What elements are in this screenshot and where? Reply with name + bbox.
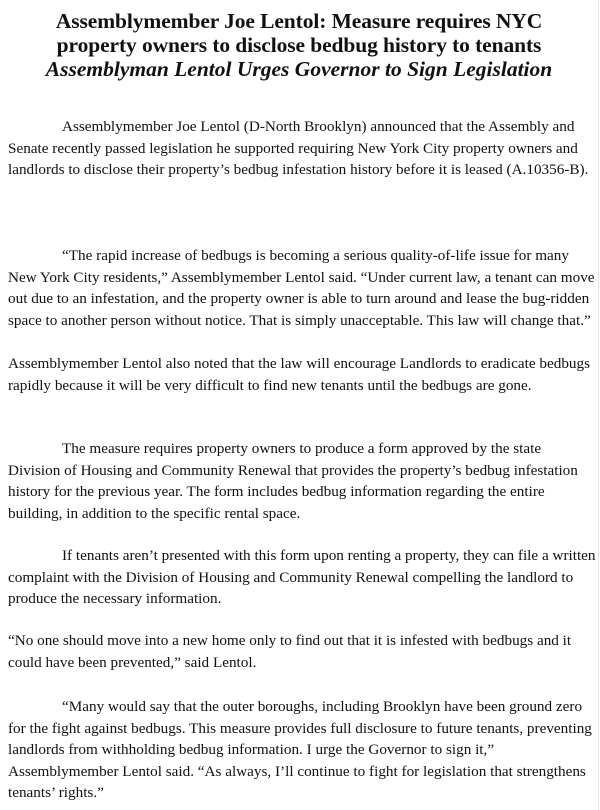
subheadline: Assemblyman Lentol Urges Governor to Sign Legislation xyxy=(45,57,553,81)
paragraph-complaint: If tenants aren’t presented with this form upon renting a property, they can file a written complaint with the Division of Housing and Community Renewal compelling the landlord to produce the necessary information. xyxy=(8,547,596,608)
paragraph-encourage-landlords: Assemblymember Lentol also noted that the law will encourage Landlords to eradicate bedbugs rapidly because it will be very difficult to find new tenants until the bedbugs are gone. xyxy=(8,355,591,394)
headline-line-2: property owners to disclose bedbug history to tenants xyxy=(56,33,542,57)
headline xyxy=(0,9,598,57)
paragraph-announcement: Assemblymember Joe Lentol (D-North Brooklyn) announced that the Assembly and Senate recently passed legislation he supported requiring New York City property owners and landlords to disclose their property’s bedbug infestation history before it is leased (A.10356-B). xyxy=(8,118,589,179)
paragraph-quote-no-one: “No one should move into a new home only to find out that it is infested with bedbugs and it could have been prevented,” said Lentol. xyxy=(8,632,572,671)
paragraph-quote-outer-boroughs: “Many would say that the outer boroughs, including Brooklyn have been ground zero for the fight against bedbugs. This measure provides full disclosure to future tenants, preventing landlords from withholding bedbug information. I urge the Governor to sign it,” Assemblymember Lentol said. “As always, I’ll continue to fight for legislation that strengthens tenants’ rights.” xyxy=(8,698,592,802)
paragraph-measure-form: The measure requires property owners to produce a form approved by the state Division of Housing and Community Renewal that provides the property’s bedbug infestation history for the previous year. The form includes bedbug information regarding the entire building, in addition to the specific rental space. xyxy=(8,440,578,522)
paragraph-quote-rapid-increase: “The rapid increase of bedbugs is becoming a serious quality-of-life issue for many New York City residents,” Assemblymember Lentol said. “Under current law, a tenant can move out due to an infestation, and the property owner is able to turn around and lease the bug-ridden space to another person without notice. That is simply unacceptable. This law will change that.” xyxy=(8,247,595,329)
headline-line-1: Assemblymember Joe Lentol: Measure requires NYC xyxy=(55,9,543,33)
document-header xyxy=(0,0,598,81)
